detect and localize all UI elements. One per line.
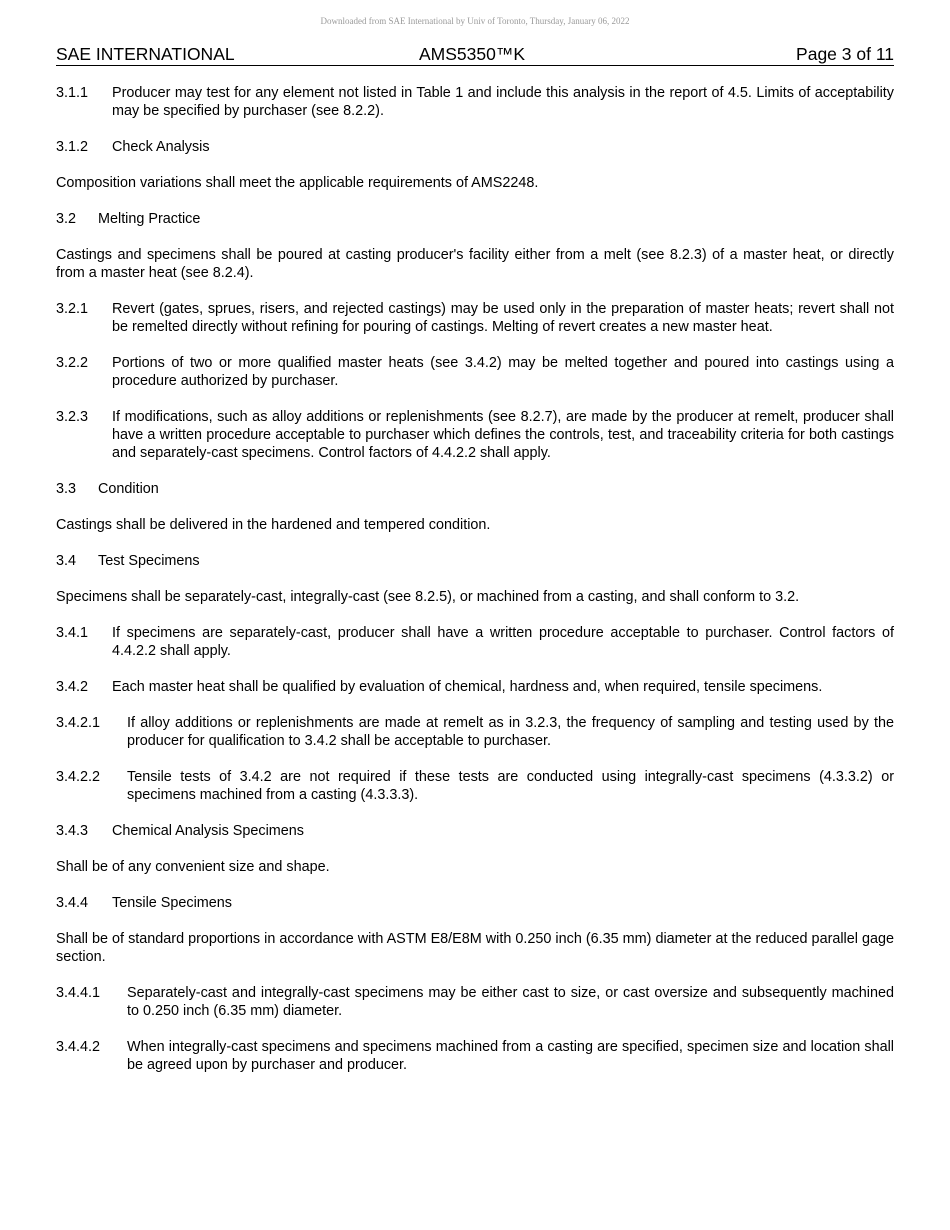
section-text: Producer may test for any element not listed in Table 1 and include this analysis in the report of 4.5. Limits of acceptability may be specified by purchaser (see 8.2.2). (112, 85, 894, 119)
section-text: Revert (gates, sprues, risers, and rejected castings) may be used only in the preparation of master heats; revert shall not be remelted directly without refining for pouring of castings. Melting of revert creates a new master heat. (112, 301, 894, 335)
heading-3-1-2 (56, 138, 894, 156)
section-title: Tensile Specimens (112, 895, 232, 911)
heading-3-4-4 (56, 894, 894, 912)
section-number: 3.4.1 (56, 625, 89, 641)
section-3-2-3 (56, 408, 894, 462)
section-title: Melting Practice (98, 211, 201, 227)
section-number: 3.2 (56, 211, 77, 227)
section-title: Chemical Analysis Specimens (112, 823, 304, 839)
section-title: Condition (98, 481, 159, 497)
section-number: 3.4.2 (56, 679, 89, 695)
download-watermark: Downloaded from SAE International by Univ of Toronto, Thursday, January 06, 2022 (320, 16, 630, 26)
paragraph-3-4: Specimens shall be separately-cast, integrally-cast (see 8.2.5), or machined from a casting, and shall conform to 3.2. (56, 589, 800, 605)
section-3-4-2-2 (56, 768, 894, 804)
section-text: Each master heat shall be qualified by evaluation of chemical, hardness and, when required, tensile specimens. (112, 679, 823, 695)
section-3-4-1 (56, 624, 894, 660)
paragraph-3-3: Castings shall be delivered in the hardened and tempered condition. (56, 517, 491, 533)
section-number: 3.4.4.1 (56, 985, 101, 1001)
section-number: 3.2.1 (56, 301, 89, 317)
page-header (56, 44, 894, 66)
section-3-2-2 (56, 354, 894, 390)
header-doc-number: AMS5350™K (419, 44, 526, 64)
section-text: When integrally-cast specimens and specimens machined from a casting are specified, specimen size and location shall be agreed upon by purchaser and producer. (127, 1039, 894, 1073)
section-3-4-4-2 (56, 1038, 894, 1074)
header-page-number: Page 3 of 11 (796, 44, 894, 64)
paragraph-3-2: Castings and specimens shall be poured at casting producer's facility either from a melt (see 8.2.3) of a master heat, or directly from a master heat (see 8.2.4). (56, 247, 894, 281)
section-number: 3.2.3 (56, 409, 89, 425)
section-number: 3.4 (56, 553, 77, 569)
section-number: 3.4.2.2 (56, 769, 101, 785)
section-number: 3.4.3 (56, 823, 89, 839)
section-number: 3.1.1 (56, 85, 89, 101)
section-number: 3.4.4 (56, 895, 89, 911)
heading-3-4-3 (56, 822, 894, 840)
section-text: Separately-cast and integrally-cast specimens may be either cast to size, or cast oversize and subsequently machined to 0.250 inch (6.35 mm) diameter. (127, 985, 894, 1019)
section-text: Portions of two or more qualified master heats (see 3.4.2) may be melted together and poured into castings using a procedure authorized by purchaser. (112, 355, 894, 389)
section-number: 3.1.2 (56, 139, 89, 155)
section-3-4-2-1 (56, 714, 894, 750)
section-text: If modifications, such as alloy additions or replenishments (see 8.2.7), are made by the producer at remelt, producer shall have a written procedure acceptable to purchaser which defines the controls, test, and traceability criteria for both castings and separately-cast specimens. Control factors of 4.4.2.2 shall apply. (112, 409, 894, 461)
paragraph-3-1-2: Composition variations shall meet the applicable requirements of AMS2248. (56, 175, 539, 191)
header-org: SAE INTERNATIONAL (56, 44, 235, 64)
heading-3-2 (56, 210, 894, 228)
section-text: If specimens are separately-cast, producer shall have a written procedure acceptable to purchaser. Control factors of 4.4.2.2 shall apply. (112, 625, 894, 659)
section-3-2-1 (56, 300, 894, 336)
section-3-4-4-1 (56, 984, 894, 1020)
section-number: 3.4.2.1 (56, 715, 101, 731)
document-body (56, 84, 894, 1092)
section-number: 3.3 (56, 481, 77, 497)
section-3-1-1 (56, 84, 894, 120)
section-number: 3.4.4.2 (56, 1039, 101, 1055)
section-number: 3.2.2 (56, 355, 89, 371)
heading-3-3 (56, 480, 894, 498)
section-text: If alloy additions or replenishments are made at remelt as in 3.2.3, the frequency of sampling and testing used by the producer for qualification to 3.4.2 shall be acceptable to purchaser. (127, 715, 894, 749)
section-title: Check Analysis (112, 139, 210, 155)
heading-3-4 (56, 552, 894, 570)
section-title: Test Specimens (98, 553, 200, 569)
paragraph-3-4-4: Shall be of standard proportions in accordance with ASTM E8/E8M with 0.250 inch (6.35 mm) diameter at the reduced parallel gage section. (56, 931, 894, 965)
section-text: Tensile tests of 3.4.2 are not required if these tests are conducted using integrally-cast specimens (4.3.3.2) or specimens machined from a casting (4.3.3.3). (127, 769, 894, 803)
paragraph-3-4-3: Shall be of any convenient size and shape. (56, 859, 330, 875)
section-3-4-2 (56, 678, 894, 696)
